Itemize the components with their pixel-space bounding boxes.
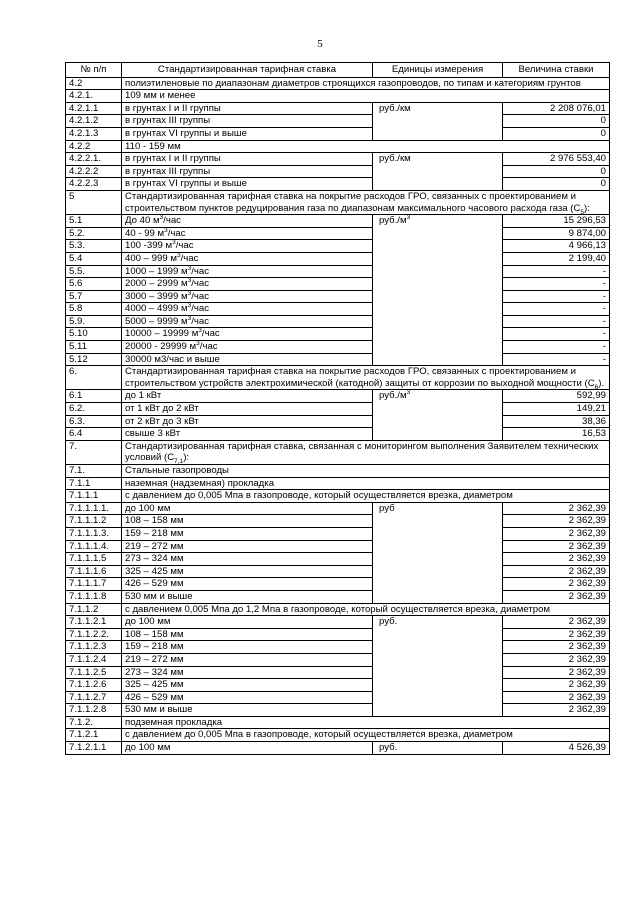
row-description: 426 – 529 мм [122, 691, 373, 704]
table-row [66, 90, 610, 103]
row-number: 5.9. [66, 315, 122, 328]
table-row [66, 628, 610, 641]
row-description: 10000 – 19999 $м^3$/час [122, 328, 373, 341]
table-row [66, 691, 610, 704]
row-number: 5.7 [66, 290, 122, 303]
row-unit: руб./км [373, 153, 503, 191]
row-description: 40 - 99 $м^3$/час [122, 227, 373, 240]
row-description: 1000 – 1999 $м^3$/час [122, 265, 373, 278]
row-description: Стандартизированная тарифная ставка на покрытие расходов ГРО, связанных с проектированием и строительством пунктов редуцирования газа по диапазонам максимального часового расхода газа $(C_5)$: [122, 190, 610, 214]
row-description: 530 мм и выше [122, 704, 373, 717]
row-number: 7.1.1.1.5 [66, 553, 122, 566]
row-number: 7.1.1.1.7 [66, 578, 122, 591]
table-row [66, 553, 610, 566]
row-number: 7.1.1.1.2 [66, 515, 122, 528]
row-number: 6.4 [66, 428, 122, 441]
row-value: 0 [503, 178, 610, 191]
row-description: 273 – 324 мм [122, 553, 373, 566]
row-number: 4.2.1.2 [66, 115, 122, 128]
superscript: 3 [198, 327, 202, 335]
table-row [66, 265, 610, 278]
row-number: 5.1 [66, 215, 122, 228]
row-description: 100 -399 $м^3$/час [122, 240, 373, 253]
subscript: 6 [594, 383, 599, 391]
row-number: 7.1.1.2.4 [66, 653, 122, 666]
table-row [66, 303, 610, 316]
row-number: 5.2. [66, 227, 122, 240]
row-description: 159 – 218 мм [122, 527, 373, 540]
row-description: 325 – 425 мм [122, 679, 373, 692]
table-row [66, 603, 610, 616]
row-number: 7.1.1 [66, 477, 122, 490]
row-number: 7.1.2.1 [66, 729, 122, 742]
row-number: 7.1.1.2 [66, 603, 122, 616]
superscript: 3 [176, 251, 181, 259]
table-row [66, 140, 610, 153]
subscript: 5 [580, 208, 585, 216]
row-number: 4.2.2.1. [66, 153, 122, 166]
row-number: 7.1.2.1.1 [66, 742, 122, 755]
row-number: 5.12 [66, 353, 122, 366]
row-value: 0 [503, 115, 610, 128]
row-number: 4.2.1.3 [66, 127, 122, 140]
row-value: - [503, 328, 610, 341]
row-description: 5000 – 9999 $м^3$/час [122, 315, 373, 328]
row-description: Стальные газопроводы [122, 465, 610, 478]
table-row [66, 102, 610, 115]
row-number: 7.1.1.1.3. [66, 527, 122, 540]
superscript: 3 [187, 289, 192, 297]
row-description: до 100 мм [122, 742, 373, 755]
row-description: 325 – 425 мм [122, 565, 373, 578]
table-row [66, 115, 610, 128]
table-row [66, 153, 610, 166]
row-value: 9 874,00 [503, 227, 610, 240]
row-number: 7.1. [66, 465, 122, 478]
table-row [66, 240, 610, 253]
row-number: 5.6 [66, 278, 122, 291]
row-description: 219 – 272 мм [122, 653, 373, 666]
table-row [66, 215, 610, 228]
table-row [66, 565, 610, 578]
row-value: 2 362,39 [503, 502, 610, 515]
row-number: 7.1.1.1 [66, 490, 122, 503]
row-description: от 2 кВт до 3 кВт [122, 415, 373, 428]
row-number: 4.2.1. [66, 90, 122, 103]
row-description: До 40 $м^3$/час [122, 215, 373, 228]
row-unit: $руб./м^3$ [373, 215, 503, 366]
subscript: 7,1 [174, 458, 184, 466]
table-row [66, 341, 610, 354]
row-description: с давлением до 0,005 Мпа в газопроводе, который осуществляется врезка, диаметром [122, 490, 610, 503]
row-description: 426 – 529 мм [122, 578, 373, 591]
table-row [66, 440, 610, 464]
table-row [66, 540, 610, 553]
row-number: 5 [66, 190, 122, 214]
table-row [66, 716, 610, 729]
row-description: 108 – 158 мм [122, 628, 373, 641]
table-row [66, 178, 610, 191]
row-value: 2 362,39 [503, 628, 610, 641]
table-row [66, 641, 610, 654]
table-header-row [66, 63, 610, 78]
superscript: 3 [159, 213, 164, 221]
row-description: 400 – 999 $м^3$/час [122, 252, 373, 265]
header-number: № п/п [66, 63, 122, 78]
table-row [66, 477, 610, 490]
row-value: - [503, 278, 610, 291]
row-description: в грунтах VI группы и выше [122, 178, 373, 191]
row-number: 4.2 [66, 77, 122, 90]
superscript: 3 [196, 339, 200, 347]
row-number: 7.1.2. [66, 716, 122, 729]
row-value: 15 296,53 [503, 215, 610, 228]
row-description: в грунтах III группы [122, 115, 373, 128]
row-value: 2 199,40 [503, 252, 610, 265]
row-description: с давлением до 0,005 Мпа в газопроводе, который осуществляется врезка, диаметром [122, 729, 610, 742]
row-description: Стандартизированная тарифная ставка на покрытие расходов ГРО, связанных с проектированием и строительством устройств электрохимической (катодной) защиты от коррозии по выходной мощности $(C_6)$. [122, 366, 610, 390]
table-row [66, 77, 610, 90]
table-row [66, 490, 610, 503]
row-number: 6.1 [66, 390, 122, 403]
row-number: 7.1.1.1.1. [66, 502, 122, 515]
table-row [66, 465, 610, 478]
superscript: 3 [187, 314, 192, 322]
row-description: 4000 – 4999 $м^3$/час [122, 303, 373, 316]
table-row [66, 328, 610, 341]
table-row [66, 729, 610, 742]
row-description: 3000 – 3999 $м^3$/час [122, 290, 373, 303]
row-number: 4.2.2.2 [66, 165, 122, 178]
row-number: 4.2.2.3 [66, 178, 122, 191]
row-description: до 100 мм [122, 502, 373, 515]
row-unit: руб [373, 502, 503, 603]
table-row [66, 679, 610, 692]
table-row [66, 278, 610, 291]
row-number: 5.11 [66, 341, 122, 354]
table-row [66, 252, 610, 265]
row-value: - [503, 290, 610, 303]
table-body [66, 77, 610, 754]
row-value: 38,36 [503, 415, 610, 428]
row-number: 7.1.1.1.4. [66, 540, 122, 553]
table-row [66, 315, 610, 328]
row-description: наземная (надземная) прокладка [122, 477, 610, 490]
row-description: до 1 кВт [122, 390, 373, 403]
row-value: 2 362,39 [503, 578, 610, 591]
row-value: - [503, 303, 610, 316]
row-number: 4.2.1.1 [66, 102, 122, 115]
row-value: - [503, 341, 610, 354]
row-unit: руб./км [373, 102, 503, 140]
row-number: 4.2.2 [66, 140, 122, 153]
row-number: 7.1.1.2.8 [66, 704, 122, 717]
row-value: - [503, 353, 610, 366]
superscript: 3 [406, 213, 411, 221]
tariff-table [65, 62, 610, 755]
row-value: 149,21 [503, 403, 610, 416]
row-value: 2 362,39 [503, 553, 610, 566]
row-description: 30000 м3/час и выше [122, 353, 373, 366]
table-row [66, 227, 610, 240]
row-number: 5.5. [66, 265, 122, 278]
row-description: 109 мм и менее [122, 90, 610, 103]
row-value: 4 966,13 [503, 240, 610, 253]
row-number: 5.8 [66, 303, 122, 316]
row-description: в грунтах VI группы и выше [122, 127, 373, 140]
row-value: 2 362,39 [503, 527, 610, 540]
header-value: Величина ставки [503, 63, 610, 78]
row-value: 0 [503, 127, 610, 140]
row-value: 2 362,39 [503, 540, 610, 553]
row-number: 7.1.1.2.6 [66, 679, 122, 692]
row-description: 110 - 159 мм [122, 140, 610, 153]
row-value: 4 526,39 [503, 742, 610, 755]
row-description: Стандартизированная тарифная ставка, связанная с мониторингом выполнения Заявителем технических условий $(C_{7,1})$: [122, 440, 610, 464]
row-value: 2 362,39 [503, 641, 610, 654]
header-unit: Единицы измерения [373, 63, 503, 78]
row-description: 2000 – 2999 $м^3$/час [122, 278, 373, 291]
superscript: 3 [187, 302, 192, 310]
row-description: свыше 3 кВт [122, 428, 373, 441]
row-description: до 100 мм [122, 616, 373, 629]
row-number: 7.1.1.2.5 [66, 666, 122, 679]
table-row [66, 502, 610, 515]
table-row [66, 616, 610, 629]
row-number: 5.4 [66, 252, 122, 265]
row-value: 2 208 076,01 [503, 102, 610, 115]
row-number: 7.1.1.2.7 [66, 691, 122, 704]
row-unit: $руб./м^3$ [373, 390, 503, 440]
row-description: подземная прокладка [122, 716, 610, 729]
row-unit: руб. [373, 742, 503, 755]
row-description: от 1 кВт до 2 кВт [122, 403, 373, 416]
table-row [66, 704, 610, 717]
superscript: 3 [406, 389, 411, 397]
row-number: 5.3. [66, 240, 122, 253]
row-value: 2 362,39 [503, 704, 610, 717]
row-description: 273 – 324 мм [122, 666, 373, 679]
table-row [66, 428, 610, 441]
superscript: 3 [187, 264, 192, 272]
superscript: 3 [187, 276, 192, 284]
row-number: 7.1.1.2.2. [66, 628, 122, 641]
row-description: 159 – 218 мм [122, 641, 373, 654]
row-value: 2 362,39 [503, 515, 610, 528]
table-row [66, 415, 610, 428]
row-value: 592,99 [503, 390, 610, 403]
row-number: 6.3. [66, 415, 122, 428]
table-row [66, 127, 610, 140]
row-description: 530 мм и выше [122, 590, 373, 603]
row-number: 7. [66, 440, 122, 464]
header-rate: Стандартизированная тарифная ставка [122, 63, 373, 78]
row-value: - [503, 265, 610, 278]
row-number: 7.1.1.2.3 [66, 641, 122, 654]
table-row [66, 390, 610, 403]
row-unit: руб. [373, 616, 503, 717]
row-number: 5.10 [66, 328, 122, 341]
table-row [66, 403, 610, 416]
table-row [66, 290, 610, 303]
row-value: 2 362,39 [503, 666, 610, 679]
row-value: 2 976 553,40 [503, 153, 610, 166]
row-value: 2 362,39 [503, 691, 610, 704]
table-row [66, 578, 610, 591]
row-number: 7.1.1.1.6 [66, 565, 122, 578]
row-value: 16,53 [503, 428, 610, 441]
table-row [66, 165, 610, 178]
row-value: 0 [503, 165, 610, 178]
table-row [66, 590, 610, 603]
row-value: 2 362,39 [503, 565, 610, 578]
row-description: 108 – 158 мм [122, 515, 373, 528]
superscript: 3 [172, 239, 176, 247]
table-row [66, 666, 610, 679]
row-value: 2 362,39 [503, 653, 610, 666]
table-row [66, 515, 610, 528]
row-description: в грунтах III группы [122, 165, 373, 178]
row-description: в грунтах I и II группы [122, 153, 373, 166]
row-value: 2 362,39 [503, 679, 610, 692]
row-description: 20000 - 29999 $м^3$/час [122, 341, 373, 354]
table-row [66, 190, 610, 214]
row-description: полиэтиленовые по диапазонам диаметров строящихся газопроводов, по типам и категориям грунтов [122, 77, 610, 90]
table-row [66, 527, 610, 540]
row-number: 6.2. [66, 403, 122, 416]
row-number: 7.1.1.2.1 [66, 616, 122, 629]
table-row [66, 653, 610, 666]
row-description: с давлением 0,005 Мпа до 1,2 Мпа в газопроводе, который осуществляется врезка, диаметром [122, 603, 610, 616]
table-row [66, 742, 610, 755]
row-description: в грунтах I и II группы [122, 102, 373, 115]
row-description: 219 – 272 мм [122, 540, 373, 553]
row-number: 6. [66, 366, 122, 390]
superscript: 3 [164, 226, 168, 234]
row-value: 2 362,39 [503, 590, 610, 603]
row-value: - [503, 315, 610, 328]
row-number: 7.1.1.1.8 [66, 590, 122, 603]
table-row [66, 366, 610, 390]
table-row [66, 353, 610, 366]
page-number: 5 [317, 38, 323, 50]
row-value: 2 362,39 [503, 616, 610, 629]
